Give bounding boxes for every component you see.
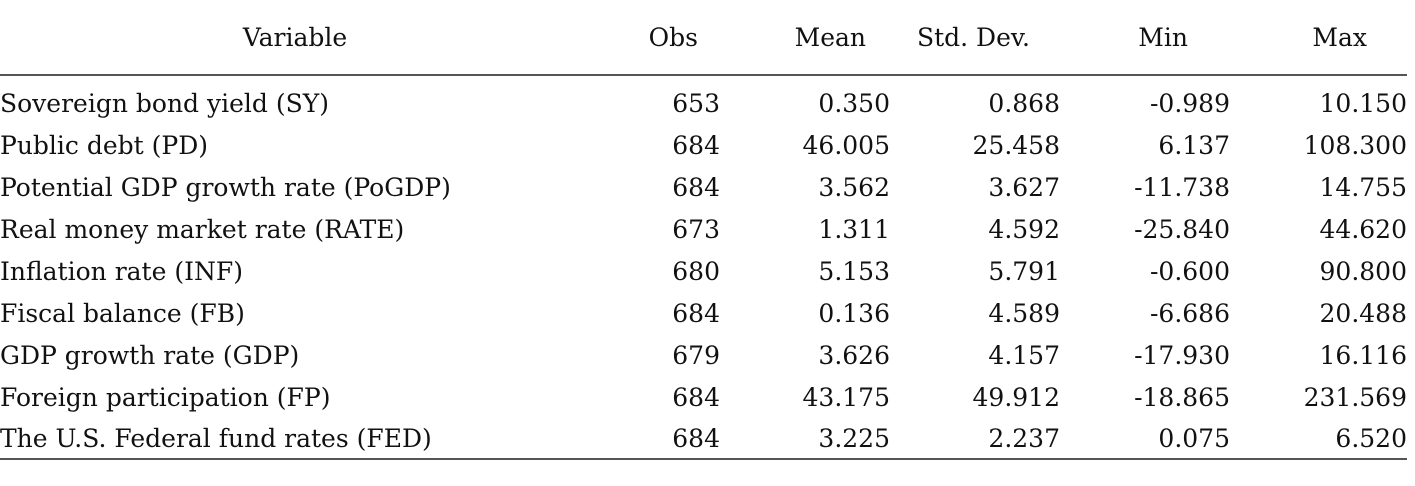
cell-max: 231.569 — [1303, 382, 1407, 412]
cell-max: 14.755 — [1319, 172, 1407, 202]
cell-obs: 679 — [672, 340, 720, 370]
cell-max: 10.150 — [1319, 88, 1407, 118]
cell-std-dev: 2.237 — [890, 418, 1060, 459]
cell-max: 16.116 — [1319, 340, 1407, 370]
cell-std-dev: 4.592 — [988, 214, 1060, 244]
cell-std-dev: 0.868 — [988, 88, 1060, 118]
header-min: Min — [1060, 0, 1230, 75]
cell-mean: 3.562 — [818, 172, 890, 202]
cell-obs: 684 — [590, 418, 720, 459]
cell-variable: Potential GDP growth rate (PoGDP) — [0, 172, 451, 202]
table-row — [0, 292, 1407, 334]
cell-variable: Inflation rate (INF) — [0, 256, 243, 286]
cell-variable: Fiscal balance (FB) — [0, 298, 245, 328]
table-row — [0, 250, 1407, 292]
cell-obs: 680 — [672, 256, 720, 286]
cell-max: 20.488 — [1319, 298, 1407, 328]
cell-mean: 5.153 — [818, 256, 890, 286]
cell-mean: 3.626 — [818, 340, 890, 370]
cell-obs: 684 — [672, 130, 720, 160]
table-body — [0, 75, 1407, 459]
header-variable: Variable — [0, 0, 590, 75]
cell-min: -0.989 — [1149, 88, 1230, 118]
cell-mean: 1.311 — [818, 214, 890, 244]
table-row — [0, 376, 1407, 418]
cell-std-dev: 4.589 — [988, 298, 1060, 328]
cell-variable: Sovereign bond yield (SY) — [0, 88, 329, 118]
cell-max: 6.520 — [1230, 418, 1407, 459]
header-max: Max — [1230, 0, 1407, 75]
cell-obs: 684 — [672, 298, 720, 328]
cell-min: -6.686 — [1149, 298, 1230, 328]
cell-std-dev: 4.157 — [988, 340, 1060, 370]
cell-obs: 673 — [672, 214, 720, 244]
cell-variable: Foreign participation (FP) — [0, 382, 331, 412]
table-header — [0, 0, 1407, 75]
cell-variable: GDP growth rate (GDP) — [0, 340, 300, 370]
table-row — [0, 166, 1407, 208]
cell-std-dev: 25.458 — [972, 130, 1060, 160]
header-std-dev: Std. Dev. — [890, 0, 1060, 75]
cell-min: -25.840 — [1134, 214, 1230, 244]
cell-mean: 46.005 — [802, 130, 890, 160]
table-row — [0, 334, 1407, 376]
cell-variable: Real money market rate (RATE) — [0, 214, 405, 244]
cell-min: -11.738 — [1134, 172, 1230, 202]
cell-mean: 0.136 — [818, 298, 890, 328]
cell-std-dev: 3.627 — [988, 172, 1060, 202]
cell-min: 0.075 — [1060, 418, 1230, 459]
cell-min: -0.600 — [1149, 256, 1230, 286]
header-obs: Obs — [590, 0, 720, 75]
cell-mean: 0.350 — [818, 88, 890, 118]
table-row — [0, 75, 1407, 124]
table-row — [0, 124, 1407, 166]
cell-min: -18.865 — [1134, 382, 1230, 412]
cell-obs: 684 — [672, 382, 720, 412]
cell-variable: Public debt (PD) — [0, 130, 209, 160]
table-row — [0, 208, 1407, 250]
table-row — [0, 418, 1407, 459]
cell-min: 6.137 — [1158, 130, 1230, 160]
cell-mean: 3.225 — [720, 418, 890, 459]
cell-std-dev: 49.912 — [972, 382, 1060, 412]
cell-max: 108.300 — [1303, 130, 1407, 160]
header-row — [0, 0, 1407, 75]
cell-max: 90.800 — [1319, 256, 1407, 286]
cell-obs: 653 — [672, 88, 720, 118]
cell-mean: 43.175 — [802, 382, 890, 412]
cell-min: -17.930 — [1134, 340, 1230, 370]
cell-max: 44.620 — [1319, 214, 1407, 244]
header-mean: Mean — [720, 0, 890, 75]
cell-obs: 684 — [672, 172, 720, 202]
cell-variable: The U.S. Federal fund rates (FED) — [0, 418, 590, 459]
cell-std-dev: 5.791 — [988, 256, 1060, 286]
